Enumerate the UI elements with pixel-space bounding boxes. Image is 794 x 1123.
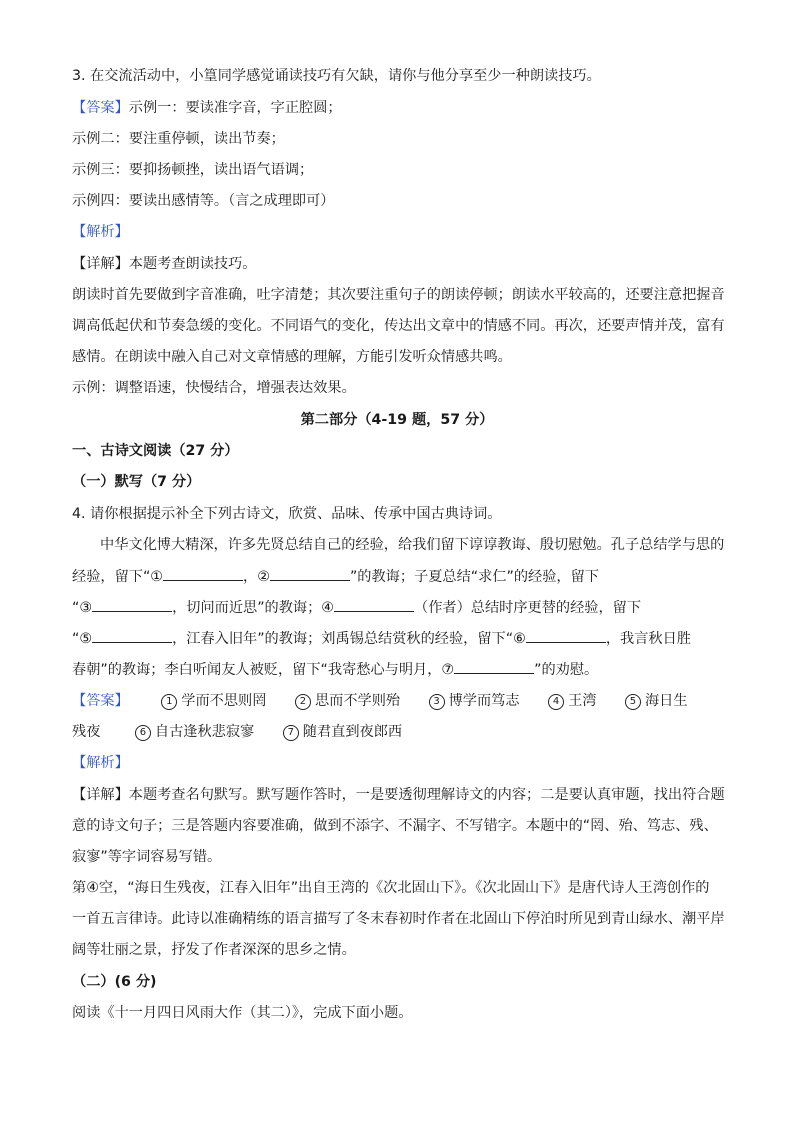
blank-1[interactable] bbox=[163, 566, 243, 581]
q3-detail-5: 示例：调整语速，快慢结合，增强表达效果。 bbox=[72, 380, 356, 396]
q3-answer-4: 示例四：要读出感情等。（言之成理即可） bbox=[72, 193, 335, 209]
answer-item-3 bbox=[429, 691, 520, 711]
answer-item-4 bbox=[548, 691, 596, 711]
q4-detail-6: 阔等壮丽之景，抒发了作者深深的思乡之情。 bbox=[72, 942, 356, 958]
analysis-tag: 【解析】 bbox=[72, 224, 129, 240]
answer-tag: 【答案】 bbox=[72, 693, 129, 709]
q4-detail-2: 意的诗文句子；三是答题内容要准确，做到不添字、不漏字、不写错字。本题中的“罔、殆、笃志、残、 bbox=[72, 818, 718, 834]
blank-7[interactable] bbox=[454, 659, 534, 674]
q4-para-line-4 bbox=[72, 628, 691, 649]
q4-text: ，② bbox=[243, 569, 270, 585]
answer-item-7 bbox=[283, 722, 402, 742]
q4-detail-line-1 bbox=[72, 785, 725, 805]
circled-number: 3 bbox=[429, 694, 445, 710]
q3-detail-line-1 bbox=[72, 254, 256, 274]
q4-text: 经验，留下“① bbox=[72, 569, 164, 585]
q3-detail-3: 调高低起伏和节奏急缓的变化。不同语气的变化，传达出文章中的情感不同。再次，还要声情并茂，富有 bbox=[72, 318, 725, 334]
sub2-instruction: 阅读《十一月四日风雨大作（其二）》，完成下面小题。 bbox=[72, 1005, 413, 1021]
answer-text: 王湾 bbox=[568, 693, 597, 709]
blank-4[interactable] bbox=[334, 597, 414, 612]
q4-text: 春朝”的教诲；李白听闻友人被贬，留下“我寄愁心与明月，⑦ bbox=[72, 662, 455, 678]
answer-item-1 bbox=[161, 691, 266, 711]
q4-text: ，切问而近思”的教诲；④ bbox=[172, 600, 335, 616]
q4-text: “③ bbox=[72, 600, 93, 616]
blank-2[interactable] bbox=[270, 566, 350, 581]
section1-heading: 一、古诗文阅读（27 分） bbox=[72, 443, 239, 459]
answer-text: 自古逢秋悲寂寥 bbox=[154, 724, 255, 740]
blank-6[interactable] bbox=[526, 628, 606, 643]
q3-detail-1: 本题考查朗读技巧。 bbox=[128, 256, 257, 272]
q4-detail-1: 本题考查名句默写。默写题作答时，一是要透彻理解诗文的内容；二是要认真审题，找出符合题 bbox=[128, 787, 725, 803]
q3-detail-2: 朗读时首先要做到字音准确，吐字清楚；其次要注重句子的朗读停顿；朗读水平较高的，还要注意把握音 bbox=[72, 287, 725, 303]
q4-para-line-3 bbox=[72, 597, 641, 618]
q4-answers-row-2 bbox=[72, 722, 426, 742]
q4-para-line-2 bbox=[72, 566, 599, 587]
q4-text: ，江春入旧年”的教诲；刘禹锡总结赏秋的经验，留下“⑥ bbox=[172, 631, 526, 647]
answer-item-5 bbox=[625, 691, 688, 711]
circled-number: 5 bbox=[625, 694, 641, 710]
q4-text: ”的劝慰。 bbox=[534, 662, 599, 678]
q4-text: （作者）总结时序更替的经验，留下 bbox=[414, 600, 642, 616]
answer-text: 海日生 bbox=[644, 693, 688, 709]
circled-number: 4 bbox=[548, 694, 564, 710]
circled-number: 2 bbox=[295, 694, 311, 710]
answer-text: 博学而笃志 bbox=[448, 693, 520, 709]
circled-number: 1 bbox=[161, 694, 177, 710]
answer-item-6 bbox=[135, 722, 254, 742]
circled-number: 6 bbox=[135, 725, 151, 741]
q4-text: ”的教诲；子夏总结“求仁”的经验，留下 bbox=[349, 569, 599, 585]
part2-heading: 第二部分（4-19 题，57 分） bbox=[300, 412, 494, 428]
q4-detail-4: 第④空，“海日生残夜，江春入旧年”出自王湾的《次北固山下》。《次北固山下》是唐代诗人王湾创作的 bbox=[72, 880, 710, 896]
detail-tag: 【详解】 bbox=[72, 787, 129, 803]
q3-answer-3: 示例三：要抑扬顿挫，读出语气语调； bbox=[72, 162, 314, 178]
answer-text: 残夜 bbox=[72, 724, 101, 740]
analysis-tag: 【解析】 bbox=[72, 755, 129, 771]
q3-question: 3. 在交流活动中，小篁同学感觉诵读技巧有欠缺，请你与他分享至少一种朗读技巧。 bbox=[72, 68, 601, 84]
sub1-heading: （一）默写（7 分） bbox=[72, 474, 201, 490]
answer-item-2 bbox=[295, 691, 400, 711]
q4-text: “⑤ bbox=[72, 631, 93, 647]
q4-question: 4. 请你根据提示补全下列古诗文，欣赏、品味、传承中国古典诗词。 bbox=[72, 506, 502, 522]
answer-text: 学而不思则罔 bbox=[181, 693, 267, 709]
q4-text: ，我言秋日胜 bbox=[605, 631, 691, 647]
q3-answer-line-1 bbox=[72, 98, 342, 118]
circled-number: 7 bbox=[283, 725, 299, 741]
q3-detail-4: 感情。在朗读中融入自己对文章情感的理解，方能引发听众情感共鸣。 bbox=[72, 349, 512, 365]
q4-para-line-1: 中华文化博大精深，许多先贤总结自己的经验，给我们留下谆谆教诲、殷切慰勉。孔子总结学与思的 bbox=[100, 537, 725, 553]
detail-tag: 【详解】 bbox=[72, 256, 129, 272]
q3-answer-1: 示例一：要读准字音，字正腔圆； bbox=[128, 100, 342, 116]
sub2-heading: （二）(6 分) bbox=[72, 974, 157, 990]
answer-text: 随君直到夜郎西 bbox=[302, 724, 403, 740]
answer-text: 思而不学则殆 bbox=[314, 693, 401, 709]
q4-para-line-5 bbox=[72, 659, 598, 680]
q3-answer-2: 示例二：要注重停顿，读出节奏； bbox=[72, 131, 285, 147]
q4-detail-5: 一首五言律诗。此诗以准确精练的语言描写了冬末春初时作者在北固山下停泊时所见到青山绿水、潮平岸 bbox=[72, 911, 725, 927]
blank-3[interactable] bbox=[92, 597, 172, 612]
q4-answers-row-1 bbox=[72, 691, 688, 711]
answer-tag: 【答案】 bbox=[72, 100, 129, 116]
blank-5[interactable] bbox=[92, 628, 172, 643]
q4-detail-3: 寂寥”等字词容易写错。 bbox=[72, 849, 222, 865]
